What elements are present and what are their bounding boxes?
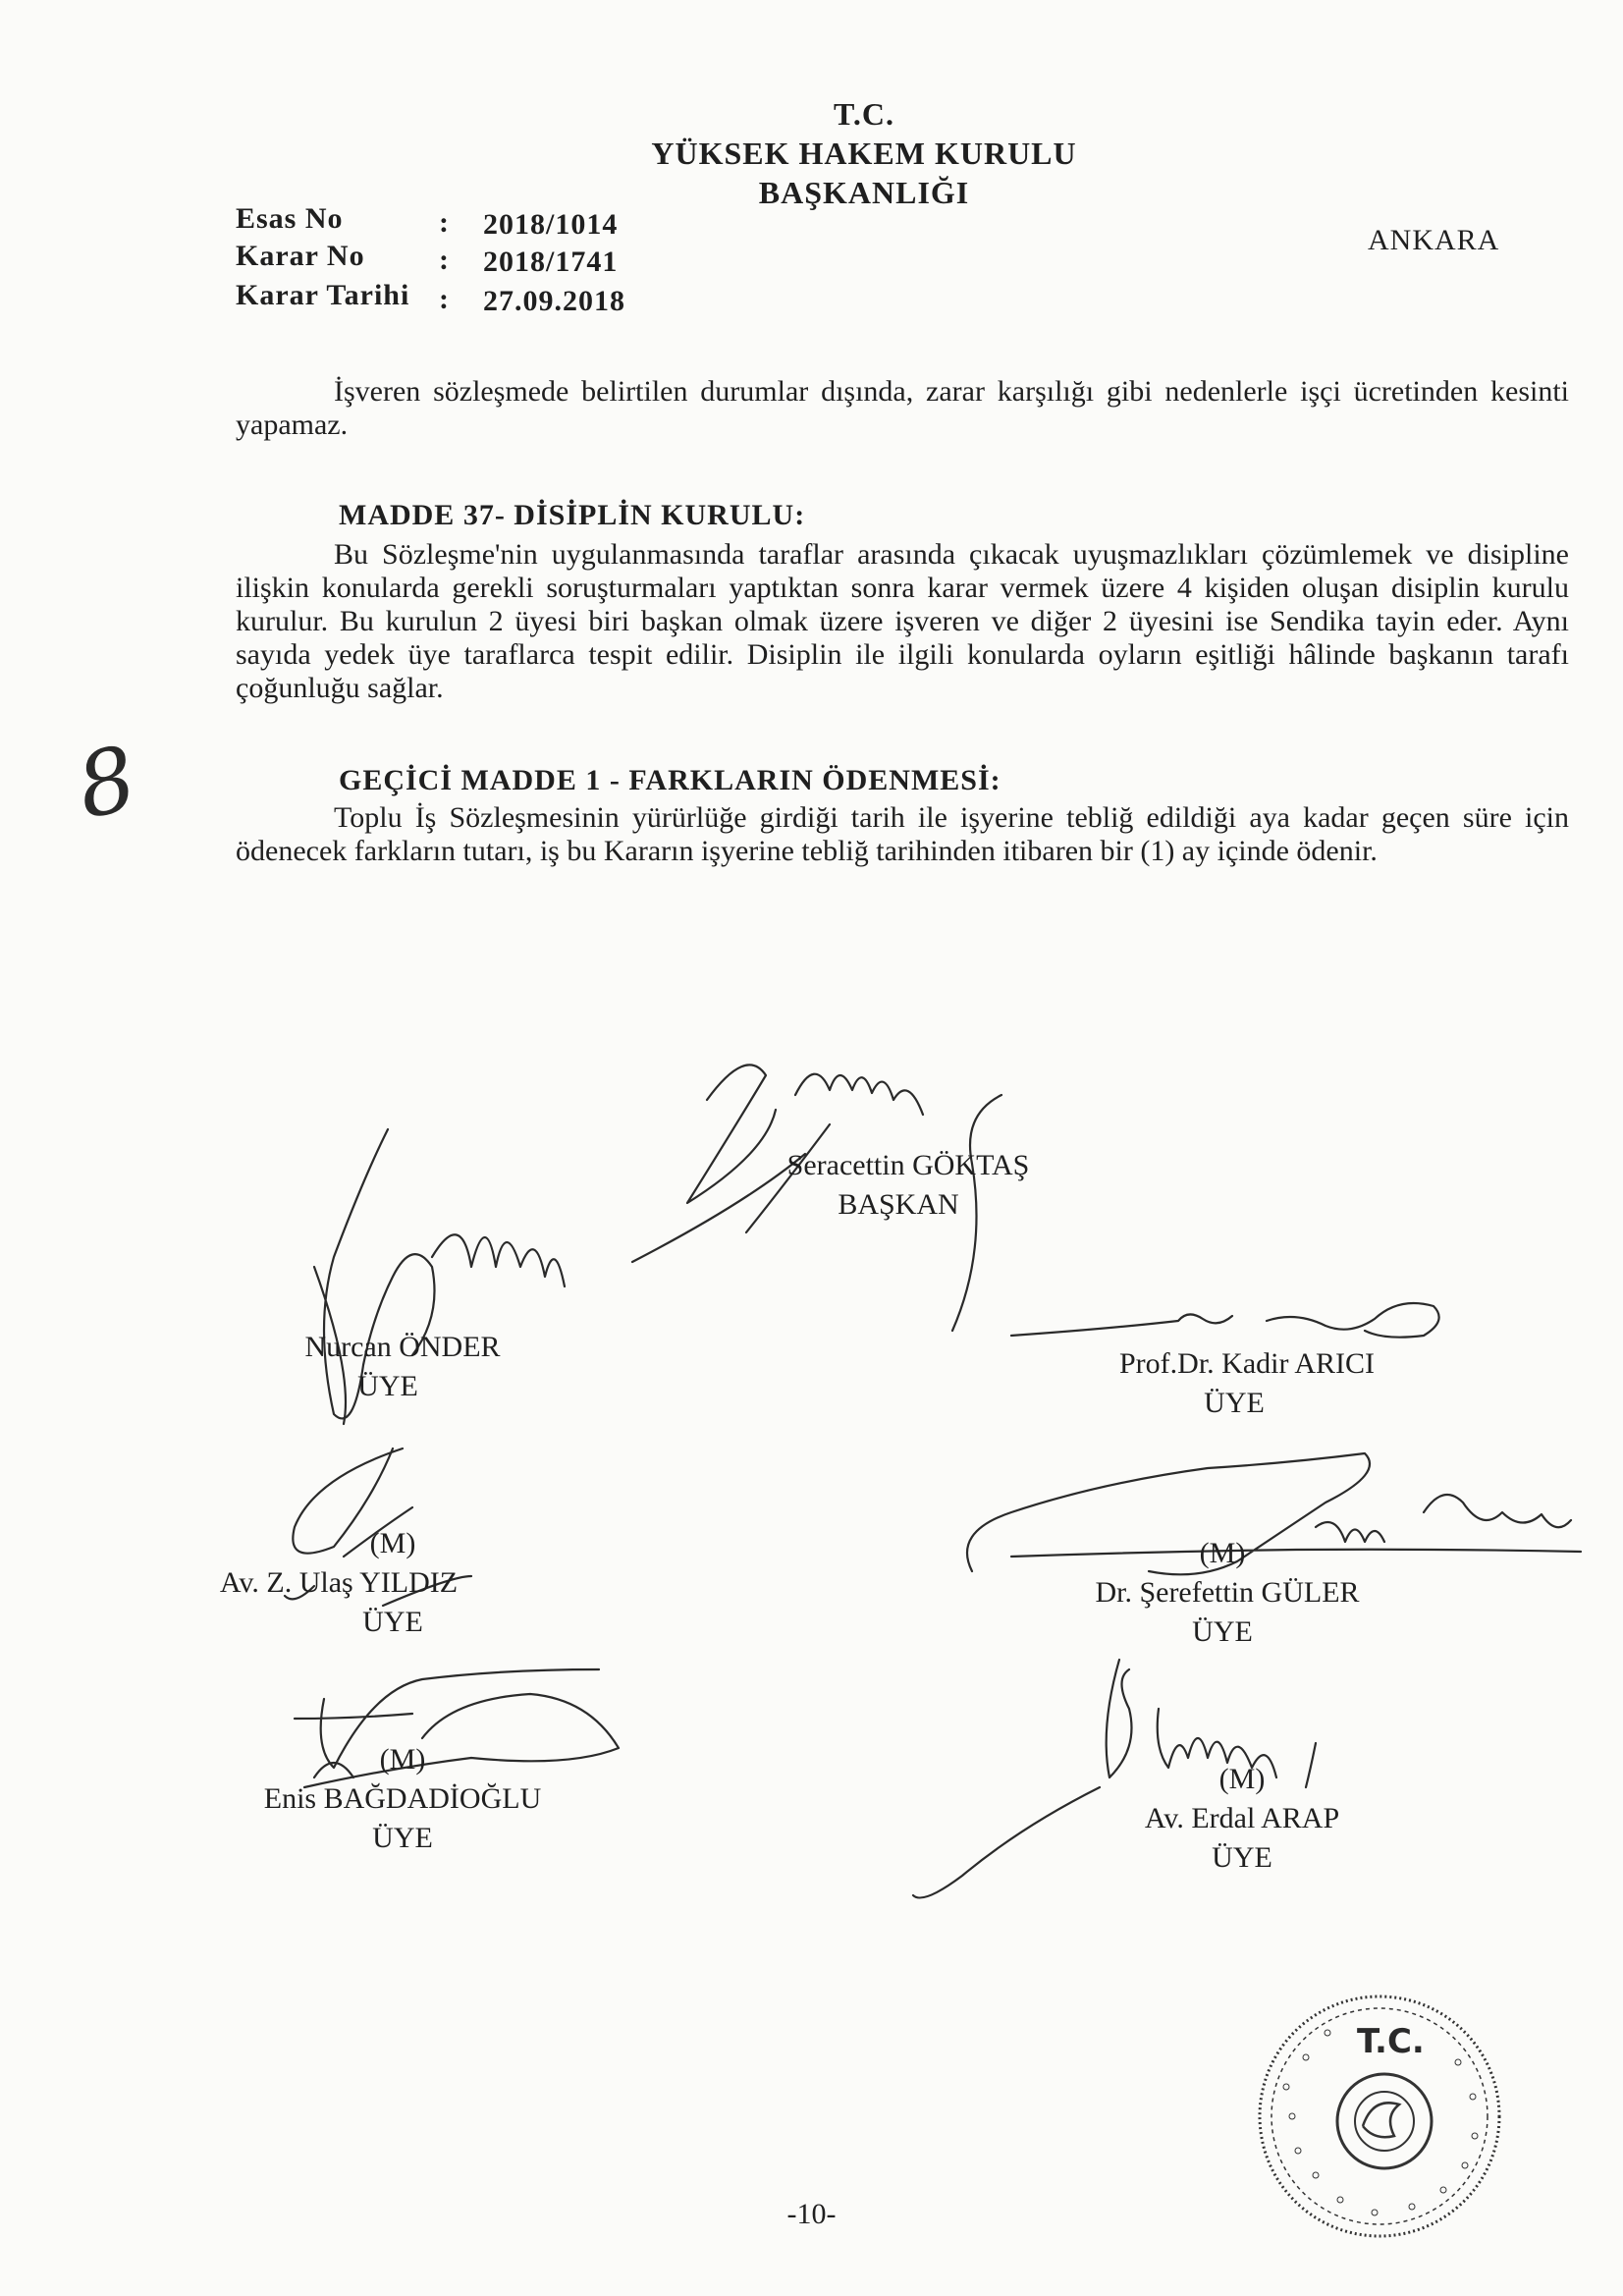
esas-value: 2018/1014 [483,208,619,241]
margin-note: 8 [68,727,145,840]
arap-mark: (M) [1218,1763,1266,1795]
chair-title: BAŞKAN [838,1188,959,1221]
karar-separator: : [439,244,449,276]
arici-name: Prof.Dr. Kadir ARICI [1119,1347,1375,1380]
tarih-value: 27.09.2018 [483,285,625,317]
guler-title: ÜYE [1192,1615,1253,1648]
onder-title: ÜYE [357,1370,418,1402]
arici-title: ÜYE [1204,1387,1265,1419]
header-presidency: BAŞKANLIĞI [758,175,970,210]
esas-label: Esas No [236,202,344,235]
bagdadioglu-title: ÜYE [372,1822,433,1854]
yildiz-name: Av. Z. Ulaş YILDIZ [219,1566,459,1599]
karar-value: 2018/1741 [483,246,619,278]
page-number: -10- [786,2198,837,2230]
gecici-text: Toplu İş Sözleşmesinin yürürlüğe girdiği tarih ile işyerine tebliğ edildiği aya kadar geçen süre için ödenecek farkların tutarı, iş bu Kararın işyerine tebliğ tarihinden itibaren bir (1) ay içinde ödenir. [236,801,1569,867]
bagdadioglu-signature [275,1660,628,1797]
yildiz-title: ÜYE [362,1606,423,1638]
arap-name: Av. Erdal ARAP [1144,1802,1340,1834]
arap-title: ÜYE [1212,1841,1272,1874]
tarih-separator: : [439,283,449,315]
onder-name: Nurcan ÖNDER [304,1331,501,1363]
city: ANKARA [1368,224,1500,256]
tarih-label: Karar Tarihi [236,279,410,311]
header-tc: T.C. [833,96,895,132]
bagdadioglu-name: Enis BAĞDADİOĞLU [263,1782,542,1815]
guler-mark: (M) [1199,1537,1246,1569]
guler-name: Dr. Şerefettin GÜLER [1095,1576,1360,1609]
yildiz-mark: (M) [369,1527,416,1559]
gecici-heading: GEÇİCİ MADDE 1 - FARKLARIN ÖDENMESİ: [339,764,1001,796]
header-institution: YÜKSEK HAKEM KURULU [651,136,1077,171]
esas-separator: : [439,206,449,239]
bagdadioglu-mark: (M) [379,1743,426,1776]
paragraph-deduction: İşveren sözleşmede belirtilen durumlar dışında, zarar karşılığı gibi nedenlerle işçi ücretinden kesinti yapamaz. [236,375,1569,441]
madde37-text: Bu Sözleşme'nin uygulanmasında taraflar arasında çıkacak uyuşmazlıkları çözümlemek ve disipline ilişkin konularda gerekli soruşturmaları yaptıktan sonra karar vermek üzere 4 kişiden oluşan disiplin kurulu kurulur. Bu kurulun 2 üyesi biri başkan olmak üzere işveren ve diğer 2 üyesini ise Sendika tayin eder. Aynı sayıda yedek üye taraflarca tespit edilir. Disiplin ile ilgili konularda oyların eşitliği hâlinde başkanın tarafı çoğunluğu sağlar. [236,538,1569,704]
karar-label: Karar No [236,240,365,272]
chair-name: Seracettin GÖKTAŞ [786,1149,1030,1181]
arici-signature [1011,1282,1473,1350]
stamp-text: T.C. [1357,2022,1425,2061]
madde37-heading: MADDE 37- DİSİPLİN KURULU: [339,499,806,531]
